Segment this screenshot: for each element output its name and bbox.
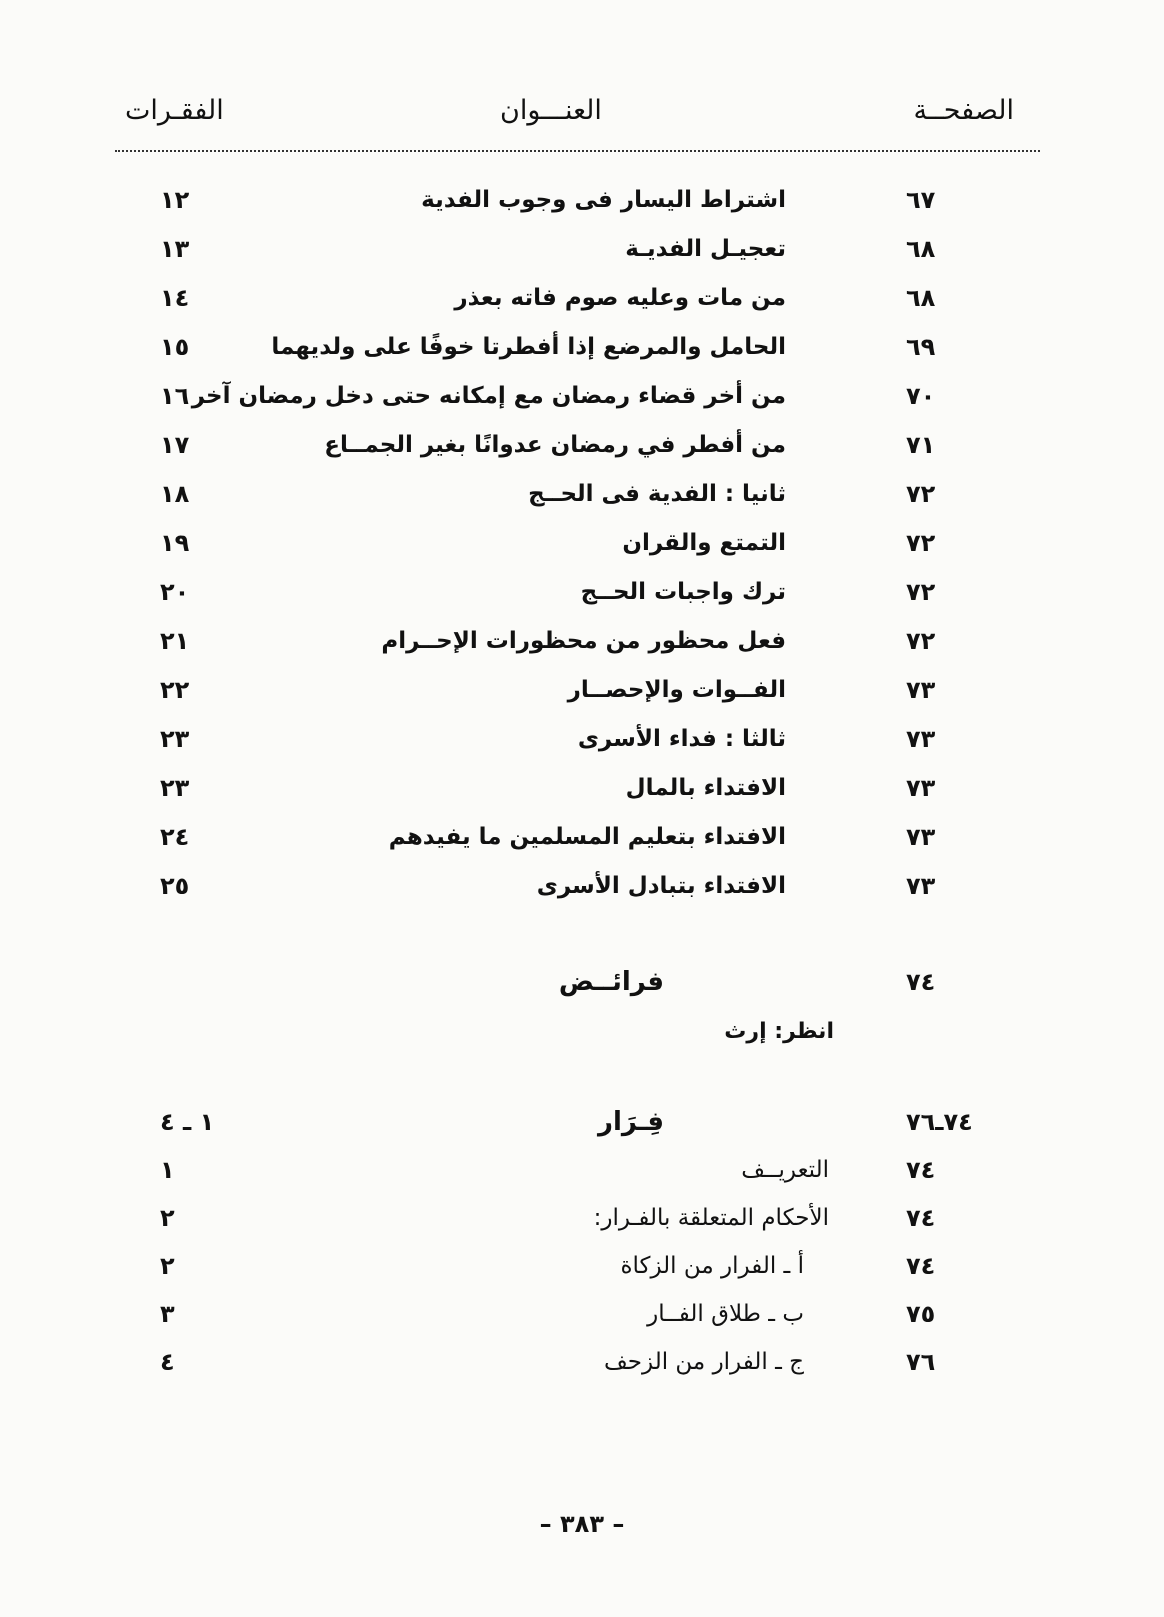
page-number: ٧٤: [906, 968, 936, 996]
dotted-separator: [115, 150, 1040, 152]
entry-title: ترك واجبات الحــج: [580, 579, 786, 605]
entry-title: من أخر قضاء رمضان مع إمكانه حتى دخل رمضان آخر: [191, 383, 786, 409]
index-row: [0, 472, 1164, 516]
page-number: ٦٨: [906, 235, 936, 263]
entry-title: تعجيـل الفديـة: [625, 236, 786, 262]
paragraph-number: ١٨: [160, 480, 190, 508]
section-heading-firar: [0, 1100, 1164, 1144]
cross-reference: [0, 1010, 1164, 1054]
index-row: [0, 276, 1164, 320]
entry-title: ب ـ طلاق الفــار: [647, 1301, 804, 1327]
entry-title: الأحكام المتعلقة بالفـرار:: [593, 1205, 829, 1231]
page-number-footer: – ٣٨٣ –: [539, 1510, 625, 1538]
see-also-text: انظر: إرث: [724, 1019, 834, 1044]
paragraph-number: ٢٥: [160, 872, 190, 900]
index-row: [0, 668, 1164, 712]
index-row: [0, 766, 1164, 810]
entry-title: ثالثا : فداء الأسرى: [577, 726, 786, 752]
entry-title: ج ـ الفرار من الزحف: [604, 1349, 804, 1375]
entry-title: الافتداء بتعليم المسلمين ما يفيدهم: [388, 824, 786, 850]
index-row: [0, 864, 1164, 908]
index-row: [0, 1148, 1164, 1192]
page-number: ٧٥: [906, 1300, 936, 1328]
column-header-paragraphs: الفقـرات: [125, 95, 224, 126]
entry-title: التعريــف: [741, 1157, 829, 1183]
page-number: ٧٤: [906, 1252, 936, 1280]
page-number: ٦٧: [906, 186, 936, 214]
paragraph-number: ١٥: [160, 333, 190, 361]
paragraph-number: ٢٢: [160, 676, 190, 704]
paragraph-number: ١٩: [160, 529, 190, 557]
page-number: ٧٢: [906, 578, 936, 606]
paragraph-number: ١٣: [160, 235, 190, 263]
entry-title: ثانيا : الفدية فى الحــج: [528, 481, 786, 507]
page-number: ٧٠: [906, 382, 936, 410]
page-number: ٧٣: [906, 872, 936, 900]
paragraph-number: ١٤: [160, 284, 190, 312]
index-row: [0, 1196, 1164, 1240]
entry-title: فعل محظور من محظورات الإحــرام: [381, 628, 786, 654]
index-row: [0, 1244, 1164, 1288]
index-row: [0, 325, 1164, 369]
paragraph-number: ٢٣: [160, 725, 190, 753]
paragraph-number: ٢٤: [160, 823, 190, 851]
index-row: [0, 374, 1164, 418]
page-number: ٧١: [906, 431, 936, 459]
paragraph-number: ٢: [160, 1204, 175, 1232]
index-row: [0, 423, 1164, 467]
paragraph-number: ٢١: [160, 627, 190, 655]
index-row: [0, 717, 1164, 761]
index-row: [0, 178, 1164, 222]
paragraph-number: ١: [160, 1156, 175, 1184]
paragraph-number: ١٦: [160, 382, 190, 410]
entry-title: من أفطر في رمضان عدوانًا بغير الجمــاع: [324, 432, 786, 458]
page-number: ٧٢: [906, 627, 936, 655]
paragraph-number: ٤: [160, 1348, 175, 1376]
index-row: [0, 1292, 1164, 1336]
index-row: [0, 619, 1164, 663]
column-header-page: الصفحــة: [913, 95, 1014, 126]
page-number: ٧٦: [906, 1348, 936, 1376]
page-number: ٧٢: [906, 480, 936, 508]
entry-title: أ ـ الفرار من الزكاة: [620, 1253, 804, 1279]
column-header-title: العنـــوان: [500, 95, 602, 126]
index-row: [0, 815, 1164, 859]
section-title: فِـرَار: [598, 1107, 664, 1137]
index-row: [0, 1340, 1164, 1384]
paragraph-number: ٢: [160, 1252, 175, 1280]
section-heading-faraid: [0, 960, 1164, 1004]
page-range: ٧٤ـ٧٦: [906, 1108, 973, 1136]
entry-title: التمتع والقران: [622, 530, 786, 556]
entry-title: الافتداء بتبادل الأسرى: [536, 873, 786, 899]
entry-title: الافتداء بالمال: [625, 775, 786, 801]
page-number: ٧٣: [906, 725, 936, 753]
page-number: ٧٢: [906, 529, 936, 557]
page-number: ٧٣: [906, 823, 936, 851]
index-row: [0, 570, 1164, 614]
page-number: ٦٨: [906, 284, 936, 312]
paragraph-number: ٣: [160, 1300, 175, 1328]
page-number: ٧٣: [906, 676, 936, 704]
entry-title: من مات وعليه صوم فاته بعذر: [454, 285, 786, 311]
page-number: ٧٤: [906, 1204, 936, 1232]
paragraph-number: ١٧: [160, 431, 190, 459]
entry-title: الفــوات والإحصــار: [567, 677, 786, 703]
section-title: فرائــض: [558, 967, 664, 997]
paragraph-range: ١ ـ ٤: [160, 1108, 215, 1136]
page-number: ٧٤: [906, 1156, 936, 1184]
paragraph-number: ٢٠: [160, 578, 190, 606]
paragraph-number: ١٢: [160, 186, 190, 214]
page-number: ٦٩: [906, 333, 936, 361]
paragraph-number: ٢٣: [160, 774, 190, 802]
index-row: [0, 521, 1164, 565]
index-row: [0, 227, 1164, 271]
entry-title: الحامل والمرضع إذا أفطرتا خوفًا على ولديهما: [271, 334, 786, 360]
page-number: ٧٣: [906, 774, 936, 802]
entry-title: اشتراط اليسار فى وجوب الفدية: [421, 187, 786, 213]
